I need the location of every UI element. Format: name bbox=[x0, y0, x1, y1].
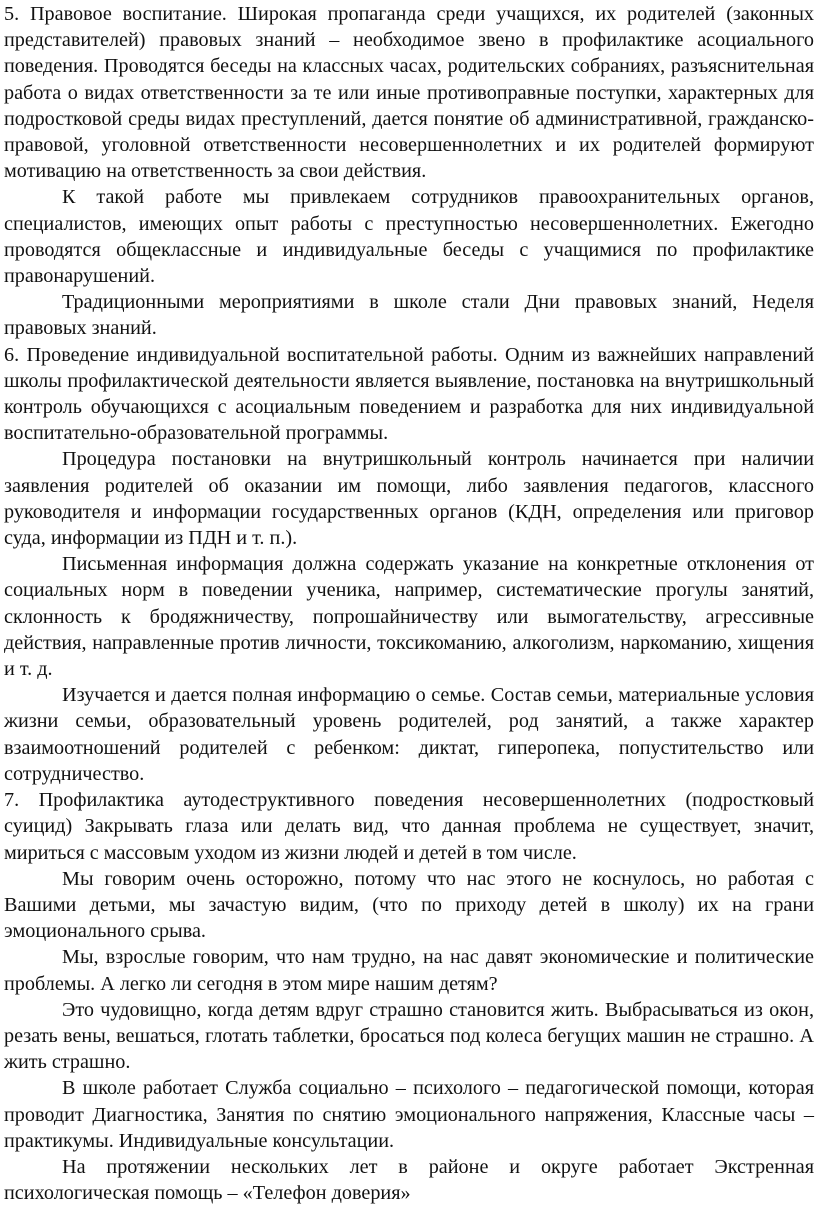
paragraph-suicide-prevention: 7. Профилактика аутодеструктивного поведения несовершеннолетних (подростковый суицид) Закрывать глаза или делать вид, что данная проблема не существует, значит, мириться с массовым уходом из жизни людей и детей в том числе. bbox=[4, 789, 814, 864]
paragraph-careful-speaking: Мы говорим очень осторожно, потому что нас этого не коснулось, но работая с Вашими детьми, мы зачастую видим, (что по приходу детей в школу) их на грани эмоционального срыва. bbox=[4, 867, 814, 943]
paragraph-registration-procedure: Процедура постановки на внутришкольный контроль начинается при наличии заявления родителей об оказании им помощи, либо заявления педагогов, классного руководителя и информации государственных органов (КДН, определения или приговор суда, информации из ПДН и т. п.). bbox=[4, 448, 814, 550]
paragraph-legal-knowledge-days: Традиционными мероприятиями в школе стали Дни правовых знаний, Неделя правовых знаний. bbox=[4, 291, 814, 340]
paragraph-written-information: Письменная информация должна содержать указание на конкретные отклонения от социальных норм в поведении ученика, например, систематические прогулы занятий, склонность к бродяжничеству, попрошайничеству или вымогательству, агрессивные действия, направленные против личности, токсикоманию, алкоголизм, наркоманию, хищения и т. д. bbox=[4, 553, 814, 681]
paragraph-school-service: В школе работает Служба социально – психолого – педагогической помощи, которая проводит Диагностика, Занятия по снятию эмоционального напряжения, Классные часы – практикумы. Индивидуальные консультации. bbox=[4, 1077, 814, 1152]
paragraph-helpline: На протяжении нескольких лет в районе и округе работает Экстренная психологическая помощь – «Телефон доверия» bbox=[4, 1155, 814, 1205]
paragraph-adults-say: Мы, взрослые говорим, что нам трудно, на нас давят экономические и политические проблемы. А легко ли сегодня в этом мире нашим детям? bbox=[4, 946, 814, 995]
paragraph-legal-education: 5. Правовое воспитание. Широкая пропаганда среди учащихся, их родителей (законных представителей) правовых знаний – необходимое звено в профилактике асоциального поведения. Проводятся беседы на классных часах, родительских собраниях, разъяснительная работа о видах ответственности за те или иные противоправные поступки, характерных для подростковой среды видах преступлений, дается понятие об административной, гражданско-правовой, уголовной ответственности несовершеннолетних и их родителей формируют мотивацию на ответственность за свои действия. bbox=[4, 3, 814, 183]
paragraph-family-info: Изучается и дается полная информацию о семье. Состав семьи, материальные условия жизни семьи, образовательный уровень родителей, род занятий, а также характер взаимоотношений родителей с ребенком: диктат, гиперопека, попустительство или сотрудничество. bbox=[4, 684, 814, 785]
paragraph-monstrous: Это чудовищно, когда детям вдруг страшно становится жить. Выбрасываться из окон, резать вены, вешаться, глотать таблетки, бросаться под колеса бегущих машин не страшно. А жить страшно. bbox=[4, 998, 814, 1074]
paragraph-law-enforcement: К такой работе мы привлекаем сотрудников правоохранительных органов, специалистов, имеющих опыт работы с преступностью несовершеннолетних. Ежегодно проводятся общеклассные и индивидуальные беседы с учащимися по профилактике правонарушений. bbox=[4, 186, 814, 288]
document-page bbox=[4, 1, 814, 1206]
paragraph-individual-work: 6. Проведение индивидуальной воспитательной работы. Одним из важнейших направлений школы профилактической деятельности является выявление, постановка на внутришкольный контроль обучающихся с асоциальным поведением и разработка для них индивидуальной воспитательно-образовательной программы. bbox=[4, 343, 814, 445]
